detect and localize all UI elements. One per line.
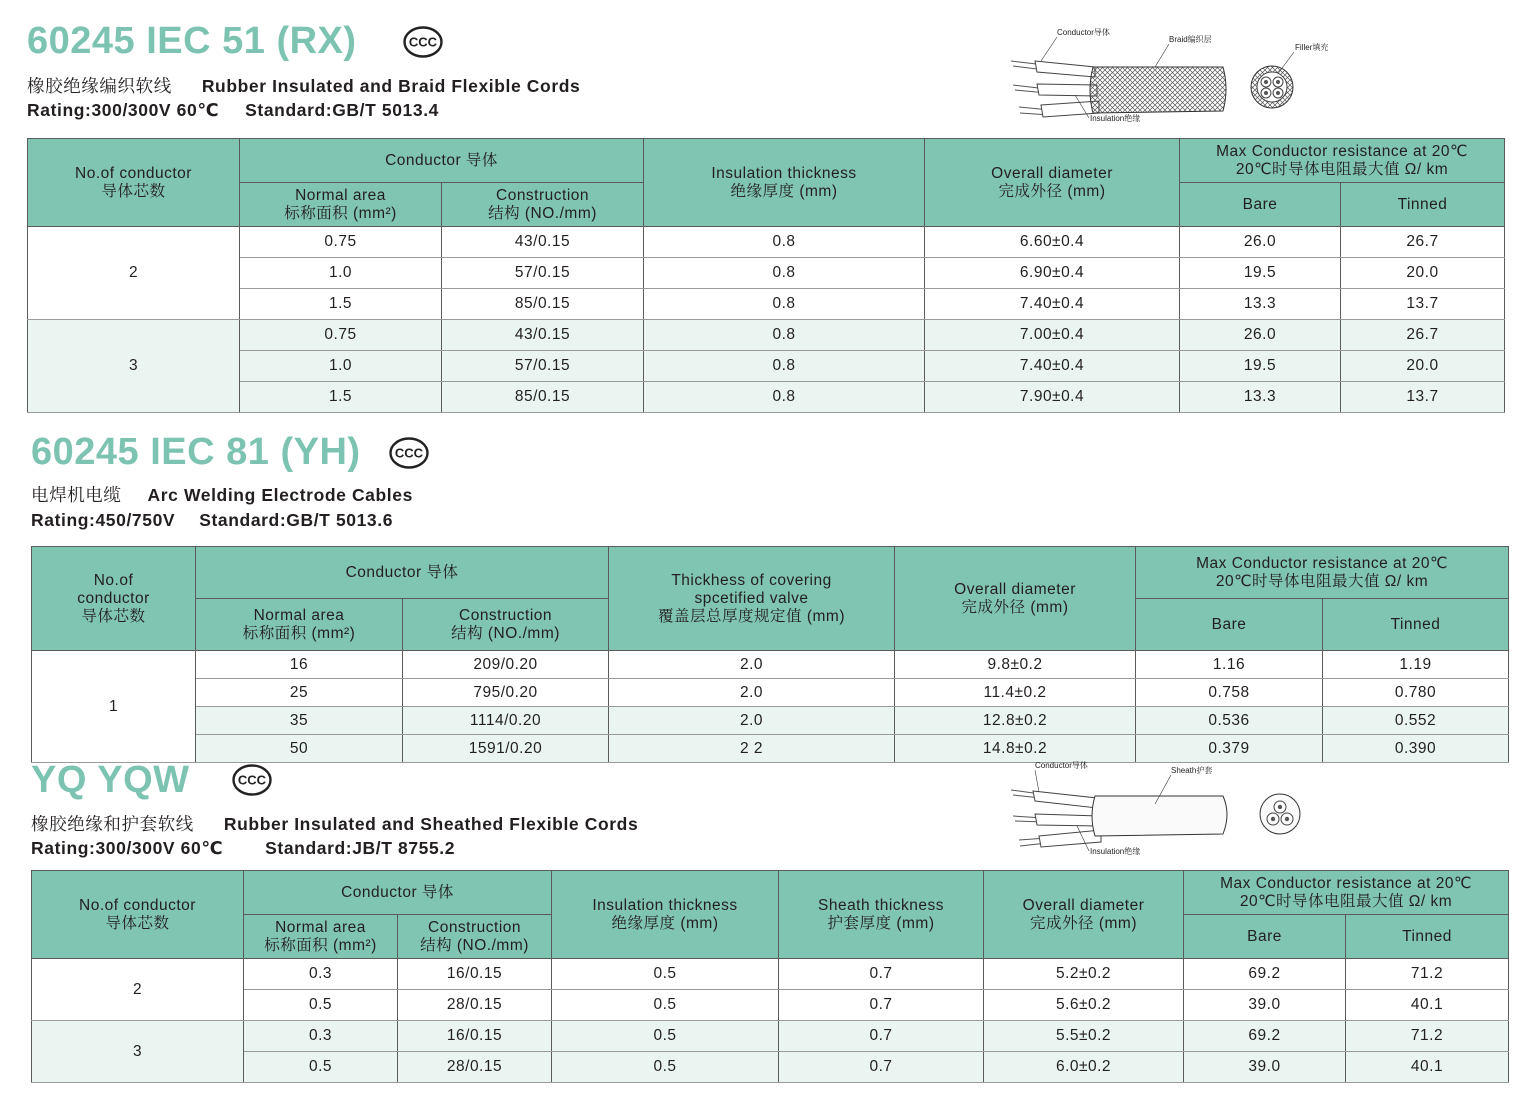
insulation-cell: 0.8 [644, 258, 925, 289]
insulation-cell: 0.5 [552, 1052, 779, 1083]
cores-cell: 2 [28, 227, 240, 320]
header-normal-area: Normal area 标称面积 (mm²) [244, 915, 398, 959]
section1-rating-line [27, 100, 439, 121]
label-conductor: Conductor导体 [1057, 28, 1110, 37]
area-cell: 16 [196, 651, 403, 679]
tinned-cell: 71.2 [1346, 1021, 1509, 1052]
ccc-certification-icon [403, 26, 443, 58]
section1-rating: Rating:300/300V 60℃ [27, 100, 220, 120]
table-row [28, 320, 1505, 351]
bare-cell: 13.3 [1180, 289, 1341, 320]
section2-standard: Standard:GB/T 5013.6 [199, 510, 394, 530]
label-conductor: Conductor导体 [1035, 761, 1088, 770]
sheath-cell: 0.7 [779, 1021, 984, 1052]
sheath-cell: 0.7 [779, 959, 984, 990]
area-cell: 0.5 [244, 1052, 398, 1083]
ccc-certification-icon [389, 437, 429, 469]
header-max-resistance: Max Conductor resistance at 20℃ 20℃时导体电阻最大值 Ω/ km [1180, 139, 1505, 183]
area-cell: 1.5 [240, 382, 442, 413]
header-bare: Bare [1184, 915, 1346, 959]
header-insulation-thickness: Insulation thickness 绝缘厚度 (mm) [644, 139, 925, 227]
section3-rating: Rating:300/300V 60℃ [31, 838, 224, 858]
section3-standard: Standard:JB/T 8755.2 [265, 838, 456, 858]
insulation-cell: 0.8 [644, 382, 925, 413]
section2-rating: Rating:450/750V [31, 510, 176, 530]
table-row [28, 351, 1505, 382]
sheath-cell: 0.7 [779, 1052, 984, 1083]
overall-cell: 11.4±0.2 [895, 679, 1136, 707]
insulation-cell: 0.8 [644, 351, 925, 382]
table-row [28, 258, 1505, 289]
area-cell: 0.3 [244, 959, 398, 990]
header-normal-area: Normal area 标称面积 (mm²) [240, 183, 442, 227]
table-row [32, 651, 1509, 679]
table-row [32, 959, 1509, 990]
table-row [28, 382, 1505, 413]
construction-cell: 43/0.15 [442, 227, 644, 258]
ccc-certification-icon [232, 764, 272, 796]
header-max-resistance: Max Conductor resistance at 20℃ 20℃时导体电阻最大值 Ω/ km [1184, 871, 1509, 915]
section3-subtitle-en: Rubber Insulated and Sheathed Flexible Cords [223, 814, 639, 834]
insulation-cell: 0.5 [552, 1021, 779, 1052]
bare-cell: 1.16 [1136, 651, 1323, 679]
header-construction: Construction 结构 (NO./mm) [442, 183, 644, 227]
covering-cell: 2.0 [609, 679, 895, 707]
cores-cell: 3 [32, 1021, 244, 1083]
area-cell: 25 [196, 679, 403, 707]
section2-title: 60245 IEC 81 (YH) [31, 431, 361, 473]
construction-cell: 43/0.15 [442, 320, 644, 351]
label-braid: Braid编织层 [1169, 35, 1212, 44]
header-bare: Bare [1180, 183, 1341, 227]
yq-spec-table [31, 870, 1509, 1083]
overall-cell: 12.8±0.2 [895, 707, 1136, 735]
construction-cell: 85/0.15 [442, 289, 644, 320]
cores-cell: 1 [32, 651, 196, 763]
construction-cell: 1114/0.20 [403, 707, 609, 735]
section1-subtitle-en: Rubber Insulated and Braid Flexible Cords [201, 76, 581, 96]
area-cell: 0.3 [244, 1021, 398, 1052]
area-cell: 1.5 [240, 289, 442, 320]
overall-cell: 6.90±0.4 [925, 258, 1180, 289]
header-no-conductor: No.of conductor 导体芯数 [32, 547, 196, 651]
section2-subtitle-en: Arc Welding Electrode Cables [147, 485, 413, 505]
area-cell: 1.0 [240, 258, 442, 289]
tinned-cell: 20.0 [1341, 258, 1505, 289]
bare-cell: 0.758 [1136, 679, 1323, 707]
header-tinned: Tinned [1323, 599, 1509, 651]
header-conductor: Conductor 导体 [240, 139, 644, 183]
construction-cell: 28/0.15 [398, 1052, 552, 1083]
braid-cable-diagram [1005, 25, 1340, 130]
sheathed-cable-cross-section [1260, 794, 1300, 834]
construction-cell: 57/0.15 [442, 351, 644, 382]
header-construction: Construction 结构 (NO./mm) [398, 915, 552, 959]
header-bare: Bare [1136, 599, 1323, 651]
header-overall-diameter: Overall diameter 完成外径 (mm) [925, 139, 1180, 227]
tinned-cell: 40.1 [1346, 1052, 1509, 1083]
header-insulation-thickness: Insulation thickness 绝缘厚度 (mm) [552, 871, 779, 959]
construction-cell: 16/0.15 [398, 1021, 552, 1052]
overall-cell: 7.90±0.4 [925, 382, 1180, 413]
covering-cell: 2 2 [609, 735, 895, 763]
table-row [28, 289, 1505, 320]
overall-cell: 9.8±0.2 [895, 651, 1136, 679]
construction-cell: 85/0.15 [442, 382, 644, 413]
tinned-cell: 0.390 [1323, 735, 1509, 763]
construction-cell: 28/0.15 [398, 990, 552, 1021]
bare-cell: 69.2 [1184, 1021, 1346, 1052]
label-insulation: Insulation绝缘 [1090, 847, 1141, 856]
label-insulation: Insulation绝缘 [1090, 114, 1141, 123]
construction-cell: 16/0.15 [398, 959, 552, 990]
section2-subtitle-zh: 电焊机电缆 [31, 485, 122, 505]
area-cell: 0.5 [244, 990, 398, 1021]
yh-spec-table [31, 546, 1509, 763]
tinned-cell: 71.2 [1346, 959, 1509, 990]
rx-spec-table [27, 138, 1505, 413]
table-row [32, 1021, 1509, 1052]
bare-cell: 13.3 [1180, 382, 1341, 413]
covering-cell: 2.0 [609, 651, 895, 679]
covering-cell: 2.0 [609, 707, 895, 735]
tinned-cell: 13.7 [1341, 382, 1505, 413]
ccc-mark-text: CCC [237, 772, 267, 788]
bare-cell: 26.0 [1180, 227, 1341, 258]
header-sheath-thickness: Sheath thickness 护套厚度 (mm) [779, 871, 984, 959]
area-cell: 1.0 [240, 351, 442, 382]
section1-title: 60245 IEC 51 (RX) [27, 20, 357, 62]
section1-subtitle [27, 73, 580, 98]
header-no-conductor: No.of conductor 导体芯数 [28, 139, 240, 227]
insulation-cell: 0.5 [552, 990, 779, 1021]
overall-cell: 7.40±0.4 [925, 289, 1180, 320]
bare-cell: 19.5 [1180, 351, 1341, 382]
bare-cell: 0.379 [1136, 735, 1323, 763]
ccc-mark-text: CCC [408, 34, 438, 50]
area-cell: 0.75 [240, 320, 442, 351]
overall-cell: 14.8±0.2 [895, 735, 1136, 763]
tinned-cell: 20.0 [1341, 351, 1505, 382]
bare-cell: 39.0 [1184, 990, 1346, 1021]
header-overall-diameter: Overall diameter 完成外径 (mm) [984, 871, 1184, 959]
bare-cell: 26.0 [1180, 320, 1341, 351]
cores-cell: 3 [28, 320, 240, 413]
area-cell: 0.75 [240, 227, 442, 258]
bare-cell: 19.5 [1180, 258, 1341, 289]
table-row [32, 707, 1509, 735]
overall-cell: 7.00±0.4 [925, 320, 1180, 351]
overall-cell: 7.40±0.4 [925, 351, 1180, 382]
construction-cell: 795/0.20 [403, 679, 609, 707]
construction-cell: 1591/0.20 [403, 735, 609, 763]
table-row [32, 1052, 1509, 1083]
ccc-mark-text: CCC [394, 445, 424, 461]
area-cell: 50 [196, 735, 403, 763]
bare-cell: 69.2 [1184, 959, 1346, 990]
tinned-cell: 13.7 [1341, 289, 1505, 320]
insulation-cell: 0.5 [552, 959, 779, 990]
sheath-cell: 0.7 [779, 990, 984, 1021]
tinned-cell: 1.19 [1323, 651, 1509, 679]
header-overall-diameter: Overall diameter 完成外径 (mm) [895, 547, 1136, 651]
section3-rating-line [31, 838, 455, 859]
overall-cell: 6.0±0.2 [984, 1052, 1184, 1083]
braid-cable-cross-section [1251, 66, 1293, 108]
label-filler: Filler填充 [1295, 43, 1329, 52]
section1-subtitle-zh: 橡胶绝缘编织软线 [27, 76, 172, 96]
tinned-cell: 0.780 [1323, 679, 1509, 707]
table-row [32, 679, 1509, 707]
cores-cell: 2 [32, 959, 244, 1021]
insulation-cell: 0.8 [644, 320, 925, 351]
header-construction: Construction 结构 (NO./mm) [403, 599, 609, 651]
section3-subtitle [31, 811, 638, 836]
tinned-cell: 26.7 [1341, 320, 1505, 351]
bare-cell: 39.0 [1184, 1052, 1346, 1083]
section3-subtitle-zh: 橡胶绝缘和护套软线 [31, 814, 194, 834]
insulation-cell: 0.8 [644, 227, 925, 258]
area-cell: 35 [196, 707, 403, 735]
sheathed-cable-diagram [1005, 756, 1315, 861]
tinned-cell: 26.7 [1341, 227, 1505, 258]
header-tinned: Tinned [1341, 183, 1505, 227]
header-normal-area: Normal area 标称面积 (mm²) [196, 599, 403, 651]
header-max-resistance: Max Conductor resistance at 20℃ 20℃时导体电阻最大值 Ω/ km [1136, 547, 1509, 599]
header-tinned: Tinned [1346, 915, 1509, 959]
tinned-cell: 40.1 [1346, 990, 1509, 1021]
section2-subtitle [31, 482, 413, 507]
header-covering-thickness: Thickhess of covering spcetified valve 覆盖层总厚度规定值 (mm) [609, 547, 895, 651]
tinned-cell: 0.552 [1323, 707, 1509, 735]
table-row [32, 990, 1509, 1021]
table-row [28, 227, 1505, 258]
header-conductor: Conductor 导体 [196, 547, 609, 599]
overall-cell: 5.2±0.2 [984, 959, 1184, 990]
bare-cell: 0.536 [1136, 707, 1323, 735]
header-conductor: Conductor 导体 [244, 871, 552, 915]
section3-title: YQ YQW [31, 759, 190, 801]
overall-cell: 6.60±0.4 [925, 227, 1180, 258]
header-no-conductor: No.of conductor 导体芯数 [32, 871, 244, 959]
insulation-cell: 0.8 [644, 289, 925, 320]
overall-cell: 5.6±0.2 [984, 990, 1184, 1021]
section1-standard: Standard:GB/T 5013.4 [245, 100, 439, 120]
construction-cell: 209/0.20 [403, 651, 609, 679]
construction-cell: 57/0.15 [442, 258, 644, 289]
section2-rating-line [31, 510, 393, 531]
overall-cell: 5.5±0.2 [984, 1021, 1184, 1052]
label-sheath: Sheath护套 [1171, 766, 1213, 775]
